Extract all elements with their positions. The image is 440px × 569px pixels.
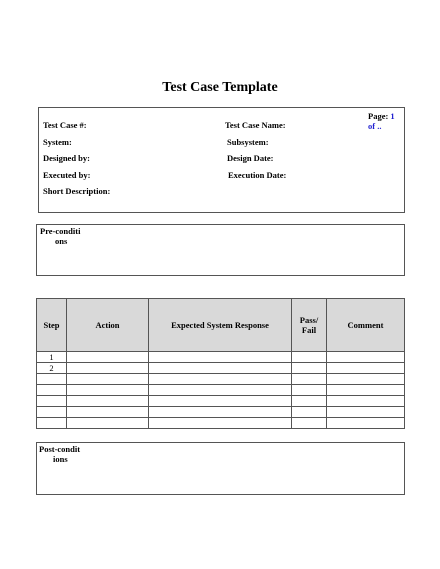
comment-cell[interactable] [327,352,405,363]
pass-fail-cell[interactable] [292,363,327,374]
page-of: of .. [368,121,382,131]
header-pass-fail: Pass/ Fail [292,299,327,352]
table-row [37,374,405,385]
pre-conditions-label [40,226,80,246]
action-cell[interactable] [67,352,149,363]
pass-fail-cell[interactable] [292,352,327,363]
action-cell[interactable] [67,396,149,407]
action-cell[interactable] [67,418,149,429]
response-cell[interactable] [149,407,292,418]
pre-conditions-box [36,224,405,276]
post-conditions-line1: Post-condit [39,444,81,454]
test-case-info-box [38,107,405,213]
pass-fail-cell[interactable] [292,374,327,385]
action-cell[interactable] [67,385,149,396]
page-label: Page: [368,111,389,121]
comment-cell[interactable] [327,396,405,407]
table-row [37,407,405,418]
step-cell [37,407,67,418]
response-cell[interactable] [149,385,292,396]
comment-cell[interactable] [327,363,405,374]
test-steps-table [36,298,405,429]
comment-cell[interactable] [327,418,405,429]
test-case-name-label: Test Case Name: [225,120,286,130]
short-description-label: Short Description: [43,186,111,196]
pass-fail-cell[interactable] [292,396,327,407]
step-cell [37,396,67,407]
step-cell: 1 [37,352,67,363]
page-number: 1 [390,111,395,121]
action-cell[interactable] [67,374,149,385]
step-cell [37,385,67,396]
pass-fail-cell[interactable] [292,385,327,396]
header-step: Step [37,299,67,352]
response-cell[interactable] [149,374,292,385]
step-cell [37,418,67,429]
step-cell: 2 [37,363,67,374]
response-cell[interactable] [149,363,292,374]
subsystem-label: Subsystem: [227,137,269,147]
post-conditions-label [39,444,80,464]
pass-fail-cell[interactable] [292,407,327,418]
table-row [37,385,405,396]
step-cell [37,374,67,385]
test-case-number-label: Test Case #: [43,120,87,130]
header-expected-response: Expected System Response [149,299,292,352]
action-cell[interactable] [67,407,149,418]
table-header-row [37,299,405,352]
designed-by-label: Designed by: [43,153,90,163]
comment-cell[interactable] [327,374,405,385]
table-row [37,363,405,374]
post-conditions-line2: ions [53,454,68,464]
comment-cell[interactable] [327,407,405,418]
design-date-label: Design Date: [227,153,274,163]
page-title: Test Case Template [162,80,278,95]
table-row [37,418,405,429]
table-row [37,352,405,363]
pre-conditions-line2: ons [55,236,68,246]
system-label: System: [43,137,72,147]
header-comment: Comment [327,299,405,352]
pre-conditions-line1: Pre-conditi [40,226,81,236]
response-cell[interactable] [149,396,292,407]
response-cell[interactable] [149,418,292,429]
execution-date-label: Execution Date: [228,170,287,180]
response-cell[interactable] [149,352,292,363]
action-cell[interactable] [67,363,149,374]
table-row [37,396,405,407]
page-indicator [368,111,395,131]
header-action: Action [67,299,149,352]
comment-cell[interactable] [327,385,405,396]
post-conditions-box [36,442,405,495]
executed-by-label: Executed by: [43,170,91,180]
pass-fail-cell[interactable] [292,418,327,429]
